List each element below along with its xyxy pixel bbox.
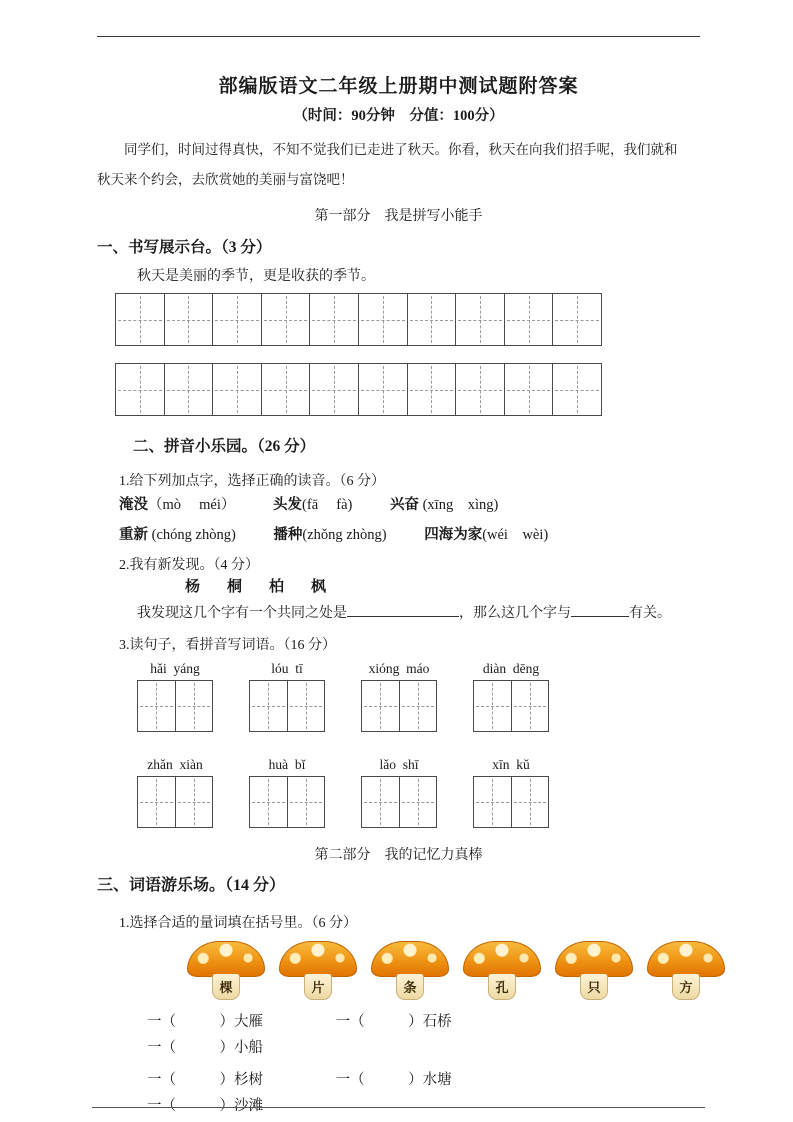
writing-cell (213, 294, 262, 345)
measure-word-label: 棵 (219, 980, 233, 995)
writing-cell (116, 294, 165, 345)
pinyin-answer-col (249, 754, 325, 828)
writing-cell (359, 364, 408, 415)
measure-word-mushrooms (187, 941, 700, 1001)
mushroom-cap-icon (371, 941, 449, 977)
writing-cell (250, 681, 288, 731)
intro-paragraph (97, 135, 700, 195)
mushroom-cap-icon (187, 941, 265, 977)
bottom-border-line (92, 1107, 705, 1108)
mushroom-stem (396, 974, 424, 1000)
writing-cell (362, 777, 400, 827)
quantifier-item: 一（ ）杉树 (147, 1072, 263, 1088)
measure-word-label: 孔 (495, 980, 509, 995)
writing-cell (288, 777, 325, 827)
writing-cell (474, 681, 512, 731)
mushroom-measure-word (463, 941, 541, 1001)
writing-grid-row-2 (115, 363, 602, 416)
pinyin-answer-row-2 (137, 754, 700, 828)
answer-word-box (361, 680, 437, 732)
measure-word-label: 片 (311, 980, 325, 995)
writing-cell (505, 294, 554, 345)
pronunciation-item (424, 520, 548, 550)
section2-title: 二、拼音小乐园。（26 分） (133, 438, 316, 455)
pinyin-label: huà bǐ (268, 757, 306, 772)
measure-word-label: 方 (679, 980, 693, 995)
writing-cell (176, 777, 213, 827)
quantifier-item: 一（ ）大雁 (147, 1014, 263, 1030)
writing-cell (262, 364, 311, 415)
mushroom-stem (672, 974, 700, 1000)
mushroom-stem (212, 974, 240, 1000)
mushroom-measure-word (371, 941, 449, 1001)
mushroom-cap-icon (647, 941, 725, 977)
pinyin-label: xīn kǔ (492, 757, 530, 772)
quantifier-item: 一（ ）石桥 (335, 1014, 452, 1030)
mushroom-stem (304, 974, 332, 1000)
mushroom-stem (580, 974, 608, 1000)
fill-blank-short (571, 603, 629, 617)
discovery-text-1: 我发现这几个字有一个共同之处是 (137, 606, 347, 621)
pronunciation-item (273, 520, 386, 550)
writing-grid-row-1 (115, 293, 602, 346)
writing-cell (456, 294, 505, 345)
pinyin-options: (xīng xìng) (422, 497, 499, 513)
dotted-word: 淹没 • (119, 497, 148, 513)
pinyin-answer-col (473, 754, 549, 828)
character-group: 杨 桐 柏 枫 (185, 579, 333, 595)
writing-cell (165, 294, 214, 345)
page-title: 部编版语文二年级上册期中测试题附答案 (218, 76, 579, 97)
answer-word-box (361, 776, 437, 828)
mushroom-measure-word (279, 941, 357, 1001)
writing-cell (362, 681, 400, 731)
copy-sentence: 秋天是美丽的季节，更是收获的季节。 (137, 269, 375, 284)
writing-cell (176, 681, 213, 731)
writing-cell (138, 681, 176, 731)
pinyin-options: (wéi wèi) (482, 527, 549, 543)
pinyin-label: zhǎn xiàn (147, 757, 203, 772)
writing-cell (359, 294, 408, 345)
writing-cell (310, 364, 359, 415)
pinyin-label: lǎo shī (379, 757, 419, 772)
writing-cell (310, 294, 359, 345)
pinyin-options: (fā fà) (302, 497, 353, 513)
answer-word-box (137, 776, 213, 828)
quantifier-item: 一（ ）小船 (147, 1040, 263, 1056)
discovery-text-3: 有关。 (629, 606, 671, 621)
section3-title: 三、词语游乐场。（14 分） (97, 877, 286, 894)
measure-word-label: 条 (403, 980, 417, 995)
question-1-title: 1.给下列加点字，选择正确的读音。（6 分） (119, 474, 385, 489)
pronunciation-row-1 (119, 490, 700, 520)
fill-blank-long (347, 603, 459, 617)
mushroom-measure-word (555, 941, 633, 1001)
writing-cell (553, 364, 601, 415)
mushroom-measure-word (187, 941, 265, 1001)
pinyin-label: xióng máo (368, 661, 430, 676)
section1-title: 一、书写展示台。（3 分） (97, 239, 272, 256)
measure-word-label: 只 (587, 980, 601, 995)
dotted-word: 重 •新 (119, 527, 152, 543)
dotted-word: 四海为 •家 (424, 527, 482, 543)
pronunciation-item (273, 490, 352, 520)
writing-cell (288, 681, 325, 731)
writing-cell (456, 364, 505, 415)
writing-cell (400, 777, 437, 827)
pinyin-label: hǎi yáng (150, 661, 200, 676)
intro-line-2: 秋天来个约会，去欣赏她的美丽与富饶吧！ (97, 172, 354, 187)
pronunciation-row-2 (119, 520, 700, 550)
pinyin-answer-col (137, 658, 213, 732)
writing-cell (250, 777, 288, 827)
intro-line-1: 同学们，时间过得真快，不知不觉我们已走进了秋天。你看，秋天在向我们招手呢，我们就和 (124, 142, 678, 157)
writing-cell (408, 364, 457, 415)
quantifier-item: 一（ ）水塘 (335, 1072, 452, 1088)
writing-cell (553, 294, 601, 345)
writing-cell (474, 777, 512, 827)
writing-cell (116, 364, 165, 415)
dotted-word: 头发 • (273, 497, 302, 513)
writing-cell (512, 777, 549, 827)
answer-word-box (249, 680, 325, 732)
quantifier-line-2 (147, 1067, 700, 1119)
mushroom-cap-icon (279, 941, 357, 977)
dotted-word: 播种 • (273, 527, 302, 543)
pinyin-answer-col (361, 754, 437, 828)
pronunciation-item (119, 490, 235, 520)
writing-cell (400, 681, 437, 731)
quantifier-item: 一（ ）沙滩 (147, 1098, 263, 1114)
pinyin-label: diàn dēng (482, 661, 540, 676)
pinyin-options: (zhǒng zhòng) (302, 527, 387, 543)
answer-word-box (137, 680, 213, 732)
answer-word-box (473, 776, 549, 828)
answer-word-box (473, 680, 549, 732)
writing-cell (138, 777, 176, 827)
dotted-word: 兴 •奋 (390, 497, 423, 513)
writing-cell (213, 364, 262, 415)
section3-question-1-title: 1.选择合适的量词填在括号里。（6 分） (119, 916, 357, 931)
pinyin-label: lóu tī (271, 661, 303, 676)
pinyin-answer-col (473, 658, 549, 732)
answer-word-box (249, 776, 325, 828)
discovery-sentence (137, 600, 700, 628)
question-2-title: 2.我有新发现。（4 分） (119, 558, 259, 573)
pinyin-answer-col (249, 658, 325, 732)
quantifier-line-1 (147, 1009, 700, 1061)
part2-header: 第二部分 我的记忆力真棒 (314, 848, 483, 863)
writing-cell (505, 364, 554, 415)
pinyin-answer-col (361, 658, 437, 732)
writing-cell (512, 681, 549, 731)
pinyin-options: （mò méi） (148, 497, 236, 513)
part1-header: 第一部分 我是拼写小能手 (314, 209, 483, 224)
pronunciation-item (390, 490, 498, 520)
discovery-text-2: ，那么这几个字与 (459, 606, 571, 621)
writing-cell (408, 294, 457, 345)
top-border-line (97, 36, 700, 37)
pinyin-answer-row-1 (137, 658, 700, 732)
exam-time-score: （时间：90分钟 分值：100分） (293, 108, 504, 124)
mushroom-cap-icon (555, 941, 633, 977)
mushroom-cap-icon (463, 941, 541, 977)
writing-cell (165, 364, 214, 415)
mushroom-stem (488, 974, 516, 1000)
pinyin-options: (chóng zhòng) (151, 527, 236, 543)
mushroom-measure-word (647, 941, 725, 1001)
pronunciation-item (119, 520, 236, 550)
pinyin-answer-col (137, 754, 213, 828)
writing-cell (262, 294, 311, 345)
question-3-title: 3.读句子，看拼音写词语。（16 分） (119, 638, 336, 653)
